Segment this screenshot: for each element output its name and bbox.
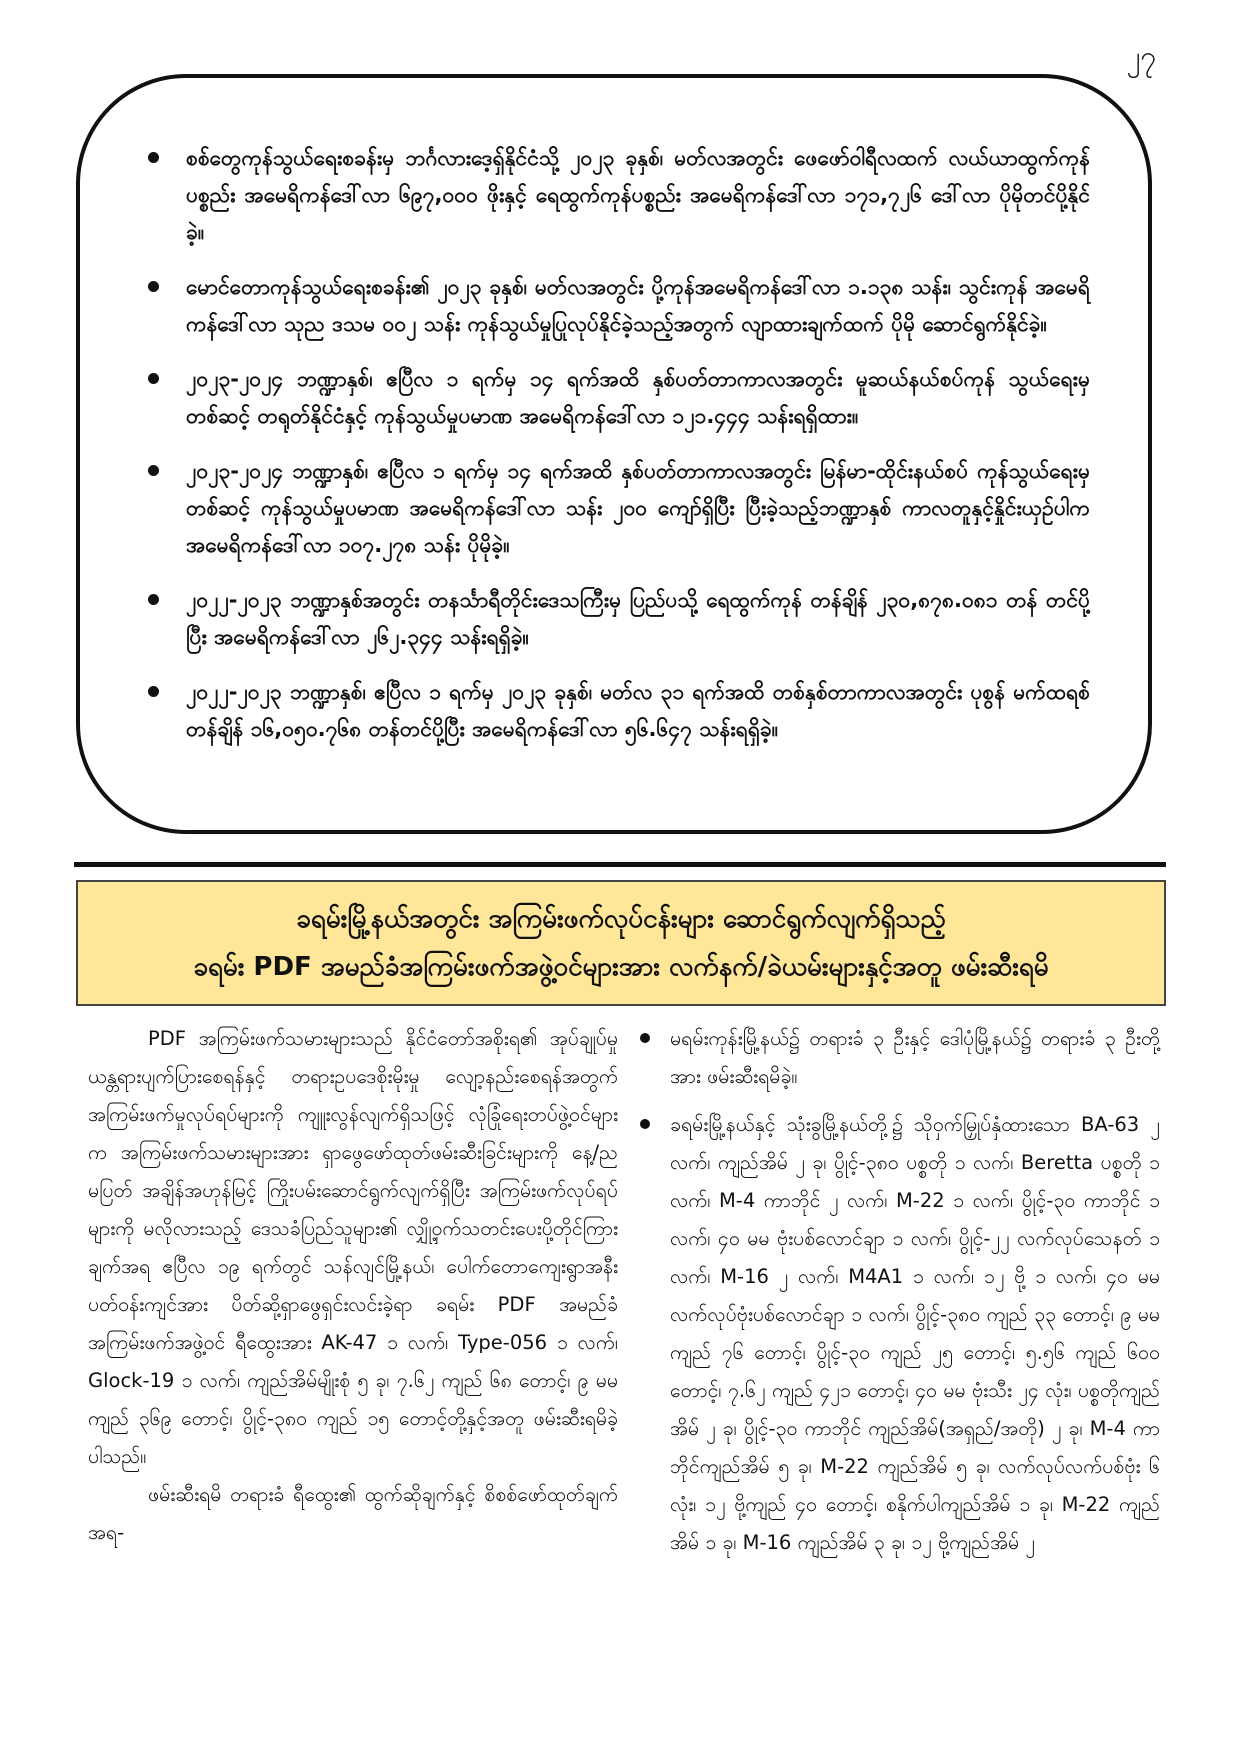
summary-list: [148, 140, 1090, 748]
article-left-column: [88, 1020, 618, 1552]
summary-item: ၂၀၂၃-၂၀၂၄ ဘဏ္ဍာနှစ်၊ ဧပြီလ ၁ ရက်မှ ၁၄ ရက်အထိ နှစ်ပတ်တာကာလအတွင်း မူဆယ်နယ်စပ်ကုန် သွယ်ရေးမှတစ်ဆင့် တရုတ်နိုင်ငံနှင့် ကုန်သွယ်မှုပမာဏ အမေရိကန်ဒေါ်လာ ၁၂၁.၄၄၄ သန်းရရှိထား။: [148, 361, 1090, 435]
section-divider: [74, 862, 1166, 867]
summary-item: စစ်တွေကုန်သွယ်ရေးစခန်းမှ ဘင်္ဂလားဒေ့ရှ်နိုင်ငံသို့ ၂၀၂၃ ခုနှစ်၊ မတ်လအတွင်း ဖေဖော်ဝါရီလထက် လယ်ယာထွက်ကုန်ပစ္စည်း အမေရိကန်ဒေါ်လာ ၆၉၇,၀၀၀ ဖိုးနှင့် ရေထွက်ကုန်ပစ္စည်း အမေရိကန်ဒေါ်လာ ၁၇၁,၇၂၆ ဒေါ်လာ ပိုမိုတင်ပို့နိုင်ခဲ့။: [148, 140, 1090, 251]
article-paragraph: PDF အကြမ်းဖက်သမားများသည် နိုင်ငံတော်အစိုးရ၏ အုပ်ချုပ်မှုယန္တရားပျက်ပြားစေရန်နှင့် တရားဥပဒေစိုးမိုးမှု လျော့နည်းစေရန်အတွက် အကြမ်းဖက်မှုလုပ်ရပ်များကို ကျူးလွန်လျက်ရှိသဖြင့် လုံခြုံရေးတပ်ဖွဲ့ဝင်များက အကြမ်းဖက်သမားများအား ရှာဖွေဖော်ထုတ်ဖမ်းဆီးခြင်းများကို နေ့/ည မပြတ် အချိန်အဟုန်မြင့် ကြိုးပမ်းဆောင်ရွက်လျက်ရှိပြီး အကြမ်းဖက်လုပ်ရပ်များကို မလိုလားသည့် ဒေသခံပြည်သူများ၏ လျှို့ဝှက်သတင်းပေးပို့တိုင်ကြားချက်အရ ဧပြီလ ၁၉ ရက်တွင် သန်လျင်မြို့နယ်၊ ပေါက်တောကျေးရွာအနီးပတ်ဝန်းကျင်အား ပိတ်ဆို့ရှာဖွေရှင်းလင်းခဲ့ရာ ခရမ်း PDF အမည်ခံ အကြမ်းဖက်အဖွဲ့ဝင် ရီထွေးအား AK-47 ၁ လက်၊ Type-056 ၁ လက်၊ Glock-19 ၁ လက်၊ ကျည်အိမ်မျိုးစုံ ၅ ခု၊ ၇.၆၂ ကျည် ၆၈ တောင့်၊ ၉ မမ ကျည် ၃၆၉ တောင့်၊ ပွိုင့်-၃၈၀ ကျည် ၁၅ တောင့်တို့နှင့်အတူ ဖမ်းဆီးရမိခဲ့ပါသည်။: [88, 1027, 618, 1468]
article-bullet: ခရမ်းမြို့နယ်နှင့် သုံးခွမြို့နယ်တို့၌ သိုဝှက်မြှုပ်နှံထားသော BA-63 ၂ လက်၊ ကျည်အိမ် ၂ ခု၊ ပွိုင့်-၃၈၀ ပစ္စတို ၁ လက်၊ Beretta ပစ္စတို ၁ လက်၊ M-4 ကာဘိုင် ၂ လက်၊ M-22 ၁ လက်၊ ပွိုင့်-၃၀ ကာဘိုင် ၁ လက်၊ ၄၀ မမ ဗုံးပစ်လောင်ချာ ၁ လက်၊ ပွိုင့်-၂၂ လက်လုပ်သေနတ် ၁ လက်၊ M-16 ၂ လက်၊ M4A1 ၁ လက်၊ ၁၂ ဗို့ ၁ လက်၊ ၄၀ မမ လက်လုပ်ဗုံးပစ်လောင်ချာ ၁ လက်၊ ပွိုင့်-၃၈၀ ကျည် ၃၃ တောင့်၊ ၉ မမကျည် ၇၆ တောင့်၊ ပွိုင့်-၃၀ ကျည် ၂၅ တောင့်၊ ၅.၅၆ ကျည် ၆၀၀ တောင့်၊ ၇.၆၂ ကျည် ၄၂၁ တောင့်၊ ၄၀ မမ ဗုံးသီး ၂၄ လုံး၊ ပစ္စတိုကျည်အိမ် ၂ ခု၊ ပွိုင့်-၃၀ ကာဘိုင် ကျည်အိမ်(အရှည်/အတို) ၂ ခု၊ M-4 ကာဘိုင်ကျည်အိမ် ၅ ခု၊ M-22 ကျည်အိမ် ၅ ခု၊ လက်လုပ်လက်ပစ်ဗုံး ၆ လုံး၊ ၁၂ ဗို့ကျည် ၄၀ တောင့်၊ စနိုက်ပါကျည်အိမ် ၁ ခု၊ M-22 ကျည်အိမ် ၁ ခု၊ M-16 ကျည်အိမ် ၃ ခု၊ ၁၂ ဗို့ကျည်အိမ် ၂: [640, 1106, 1160, 1562]
article-bullet-list: [640, 1020, 1160, 1562]
summary-item: ၂၀၂၂-၂၀၂၃ ဘဏ္ဍာနှစ်အတွင်း တနင်္သာရီတိုင်းဒေသကြီးမှ ပြည်ပသို့ ရေထွက်ကုန် တန်ချိန် ၂၃၀,၈၇၈.၀၈၁ တန် တင်ပို့ပြီး အမေရိကန်ဒေါ်လာ ၂၆၂.၃၄၄ သန်းရရှိခဲ့။: [148, 582, 1090, 656]
article-headline: [76, 880, 1166, 1006]
summary-item: ၂၀၂၃-၂၀၂၄ ဘဏ္ဍာနှစ်၊ ဧပြီလ ၁ ရက်မှ ၁၄ ရက်အထိ နှစ်ပတ်တာကာလအတွင်း မြန်မာ-ထိုင်းနယ်စပ် ကုန်သွယ်ရေးမှတစ်ဆင့် ကုန်သွယ်မှုပမာဏ အမေရိကန်ဒေါ်လာ သန်း ၂၀၀ ကျော်ရှိပြီး ပြီးခဲ့သည့်ဘဏ္ဍာနှစ် ကာလတူနှင့်နှိုင်းယှဉ်ပါက အမေရိကန်ဒေါ်လာ ၁၀၇.၂၇၈ သန်း ပိုမိုခဲ့။: [148, 453, 1090, 564]
summary-item: မောင်တောကုန်သွယ်ရေးစခန်း၏ ၂၀၂၃ ခုနှစ်၊ မတ်လအတွင်း ပို့ကုန်အမေရိကန်ဒေါ်လာ ၁.၁၃၈ သန်း၊ သွင်းကုန် အမေရိကန်ဒေါ်လာ သုည ဒသမ ၀၀၂ သန်း ကုန်သွယ်မှုပြုလုပ်နိုင်ခဲ့သည့်အတွက် လျာထားချက်ထက် ပိုမို ဆောင်ရွက်နိုင်ခဲ့။: [148, 269, 1090, 343]
headline-line-1: ခရမ်းမြို့နယ်အတွင်း အကြမ်းဖက်လုပ်ငန်းများ ဆောင်ရွက်လျက်ရှိသည့်: [296, 904, 946, 934]
summary-box: [76, 74, 1152, 834]
article-paragraph: ဖမ်းဆီးရမိ တရားခံ ရီထွေး၏ ထွက်ဆိုချက်နှင့် စိစစ်ဖော်ထုတ်ချက်အရ-: [88, 1483, 618, 1544]
headline-line-2: ခရမ်း PDF အမည်ခံအကြမ်းဖက်အဖွဲ့ဝင်များအား လက်နက်/ခဲယမ်းများနှင့်အတူ ဖမ်းဆီးရမိ: [193, 952, 1049, 982]
summary-item: ၂၀၂၂-၂၀၂၃ ဘဏ္ဍာနှစ်၊ ဧပြီလ ၁ ရက်မှ ၂၀၂၃ ခုနှစ်၊ မတ်လ ၃၁ ရက်အထိ တစ်နှစ်တာကာလအတွင်း ပုစွန် မက်ထရစ်တန်ချိန် ၁၆,၀၅၀.၇၆၈ တန်တင်ပို့ပြီး အမေရိကန်ဒေါ်လာ ၅၆.၆၄၇ သန်းရရှိခဲ့။: [148, 674, 1090, 748]
article-bullet: မရမ်းကုန်းမြို့နယ်၌ တရားခံ ၃ ဦးနှင့် ဒေါပုံမြို့နယ်၌ တရားခံ ၃ ဦးတို့အား ဖမ်းဆီးရမိခဲ့။: [640, 1020, 1160, 1096]
page-number: ၂၇: [1126, 40, 1156, 73]
article-right-column: [640, 1020, 1160, 1572]
